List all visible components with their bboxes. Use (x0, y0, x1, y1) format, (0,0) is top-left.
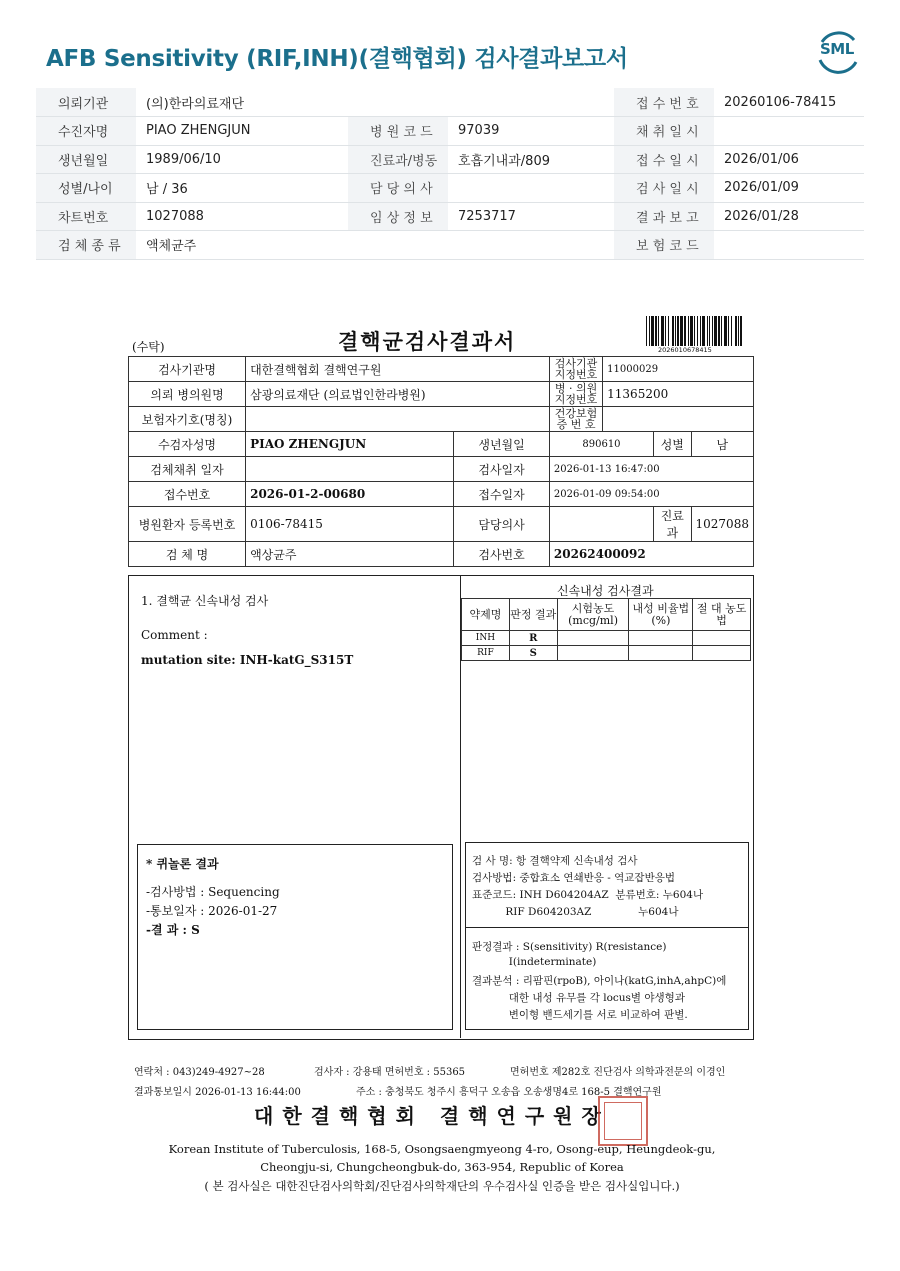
info-label: 진료과/병동 (348, 145, 448, 174)
logo-text: SML (820, 40, 854, 58)
info-label: 채 취 일 시 (614, 117, 714, 146)
info-label: 임 상 정 보 (348, 202, 448, 231)
table-cell (629, 646, 693, 661)
divider (466, 927, 748, 928)
info-line: 판정결과 : S(sensitivity) R(resistance) (472, 941, 667, 953)
certification-note: ( 본 검사실은 대한진단검사의학회/진단검사의학재단의 우수검사실 인증을 받은 검사실입니다.) (204, 1179, 680, 1193)
grid-value: 11000029 (603, 357, 754, 382)
info-row (36, 88, 864, 117)
info-label: 병 원 코 드 (348, 117, 448, 146)
grid-label: 담당의사 (454, 507, 550, 542)
grid-value: 2026-01-13 16:47:00 (549, 457, 753, 482)
info-line: I(indeterminate) (472, 956, 597, 968)
table-header: 시험농도 (mcg/ml) (557, 599, 629, 631)
scanned-report (128, 312, 756, 1202)
info-label: 결 과 보 고 (614, 202, 714, 231)
report-title: AFB Sensitivity (RIF,INH)(결핵협회) 검사결과보고서 (46, 46, 628, 72)
grid-label: 검사기관 지정번호 (549, 357, 602, 382)
info-value: 2026/01/09 (714, 174, 864, 203)
info-row (36, 145, 864, 174)
grid-value (246, 457, 454, 482)
table-row (462, 631, 751, 646)
grid-label: 검사일자 (454, 457, 550, 482)
quinolone-method: -검사방법 : Sequencing (146, 885, 280, 899)
mutation-site: mutation site: INH-katG_S315T (141, 653, 354, 667)
info-row (36, 202, 864, 231)
table-header: 내성 비율법(%) (629, 599, 693, 631)
notify-time: 결과통보일시 2026-01-13 16:44:00 (134, 1087, 301, 1098)
quinolone-result: -결 과 : S (146, 923, 200, 937)
info-label: 검 체 종 류 (36, 231, 136, 260)
address: 주소 : 충청북도 청주시 흥덕구 오송읍 오송생명4로 168-5 결핵연구원 (356, 1087, 662, 1098)
grid-label: 의뢰 병의원명 (129, 382, 246, 407)
info-line: 대한 내성 유무를 각 locus별 야생형과 (472, 992, 685, 1004)
drug-result: R (509, 631, 557, 646)
barcode-number: 2026010678415 (658, 346, 712, 354)
grid-value: 11365200 (603, 382, 754, 407)
barcode-icon (646, 316, 742, 346)
info-value: 2026/01/06 (714, 145, 864, 174)
info-label: 차트번호 (36, 202, 136, 231)
table-cell (693, 646, 751, 661)
comment-label: Comment : (141, 628, 208, 642)
info-value: 2026/01/28 (714, 202, 864, 231)
info-row (36, 174, 864, 203)
grid-value (549, 507, 653, 542)
signature: 대한결핵협회 결핵연구원장 (254, 1104, 610, 1128)
test-info-box (465, 842, 749, 1030)
grid-value: 20262400092 (549, 542, 753, 567)
table-cell (557, 631, 629, 646)
info-line: RIF D604203AZ 누604나 (472, 906, 679, 918)
info-label: 수진자명 (36, 117, 136, 146)
seal-icon (598, 1096, 648, 1146)
grid-label: 생년월일 (454, 432, 550, 457)
grid-value: 0106-78415 (246, 507, 454, 542)
grid-value (246, 407, 550, 432)
quinolone-title: * 퀴놀론 결과 (146, 857, 219, 871)
grid-value: 대한결핵협회 결핵연구원 (246, 357, 550, 382)
grid-value: 남 (691, 432, 753, 457)
grid-label: 검체채취 일자 (129, 457, 246, 482)
sensitivity-table (461, 598, 751, 661)
info-value: PIAO ZHENGJUN (136, 117, 348, 146)
grid-label: 수검자성명 (129, 432, 246, 457)
info-value (448, 174, 614, 203)
patient-info-table (36, 88, 864, 260)
info-line: 표준코드: INH D604204AZ 분류번호: 누604나 (472, 889, 704, 901)
address-english: Korean Institute of Tuberculosis, 168-5, Osongsaengmyeong 4-ro, Osong-eup, Heungdeok-gu, (168, 1142, 716, 1156)
rapid-test-heading: 1. 결핵균 신속내성 검사 (141, 594, 269, 608)
drug-name: INH (462, 631, 510, 646)
left-pane (129, 576, 461, 1038)
info-value (714, 231, 864, 260)
contact: 연락처 : 043)249-4927~28 (134, 1067, 265, 1078)
report-grid (128, 356, 754, 567)
grid-value: 2026-01-2-00680 (246, 482, 454, 507)
grid-label: 보험자기호(명칭) (129, 407, 246, 432)
table-header: 절 대 농도법 (693, 599, 751, 631)
quinolone-date: -통보일자 : 2026-01-27 (146, 904, 278, 918)
info-value: 1027088 (136, 202, 348, 231)
info-row (36, 231, 864, 260)
grid-value (603, 407, 754, 432)
grid-value: 삼광의료재단 (의료법인한라병원) (246, 382, 550, 407)
info-value: 7253717 (448, 202, 614, 231)
info-label: 의뢰기관 (36, 88, 136, 117)
info-label: 접 수 번 호 (614, 88, 714, 117)
info-value: 20260106-78415 (714, 88, 864, 117)
table-cell (629, 631, 693, 646)
info-label: 담 당 의 사 (348, 174, 448, 203)
grid-label: 진료과 (654, 507, 691, 542)
table-cell (693, 631, 751, 646)
info-value (714, 117, 864, 146)
table-cell (557, 646, 629, 661)
info-label: 성별/나이 (36, 174, 136, 203)
info-row (36, 117, 864, 146)
table-header: 약제명 (462, 599, 510, 631)
info-value: 액체균주 (136, 231, 614, 260)
quinolone-box (137, 844, 453, 1030)
table-row (462, 646, 751, 661)
info-value: 97039 (448, 117, 614, 146)
info-value: 남 / 36 (136, 174, 348, 203)
grid-label: 건강보험 증 번 호 (549, 407, 602, 432)
rapid-result-title: 신속내성 검사결과 (557, 584, 654, 598)
grid-label: 성별 (654, 432, 691, 457)
grid-value: 890610 (549, 432, 653, 457)
info-line: 결과분석 : 리팜핀(rpoB), 아이나(katG,inhA,ahpC)에 (472, 975, 727, 987)
info-value: 1989/06/10 (136, 145, 348, 174)
tester: 검사자 : 강용태 면허번호 : 55365 (314, 1067, 466, 1078)
grid-label: 접수번호 (129, 482, 246, 507)
info-line: 변이형 밴드세기를 서로 비교하여 판별. (472, 1009, 688, 1021)
report-subtitle: (수탁) (132, 340, 165, 354)
grid-label: 병원환자 등록번호 (129, 507, 246, 542)
info-value: 호흡기내과/809 (448, 145, 614, 174)
grid-value: 2026-01-09 09:54:00 (549, 482, 753, 507)
sml-logo (814, 30, 862, 74)
info-value: (의)한라의료재단 (136, 88, 614, 117)
table-header: 판정 결과 (509, 599, 557, 631)
report-heading: 결핵균검사결과서 (338, 329, 517, 354)
drug-result: S (509, 646, 557, 661)
grid-label: 검사기관명 (129, 357, 246, 382)
result-section (128, 575, 754, 1040)
grid-value: 1027088 (691, 507, 753, 542)
grid-label: 병 · 의원 지정번호 (549, 382, 602, 407)
info-line: 검 사 명: 항 결핵약제 신속내성 검사 (472, 855, 638, 867)
grid-value: PIAO ZHENGJUN (246, 432, 454, 457)
grid-value: 액상균주 (246, 542, 454, 567)
address-english: Cheongju-si, Chungcheongbuk-do, 363-954, Republic of Korea (260, 1160, 624, 1174)
info-label: 보 험 코 드 (614, 231, 714, 260)
grid-label: 검 체 명 (129, 542, 246, 567)
grid-label: 접수일자 (454, 482, 550, 507)
right-pane (461, 576, 753, 1038)
info-label: 검 사 일 시 (614, 174, 714, 203)
drug-name: RIF (462, 646, 510, 661)
grid-label: 검사번호 (454, 542, 550, 567)
info-label: 생년월일 (36, 145, 136, 174)
specialist: 면허번호 제282호 진단검사 의학과전문의 이경인 (510, 1067, 726, 1078)
info-label: 접 수 일 시 (614, 145, 714, 174)
info-line: 검사방법: 중합효소 연쇄반응 - 역교잡반응법 (472, 872, 676, 884)
